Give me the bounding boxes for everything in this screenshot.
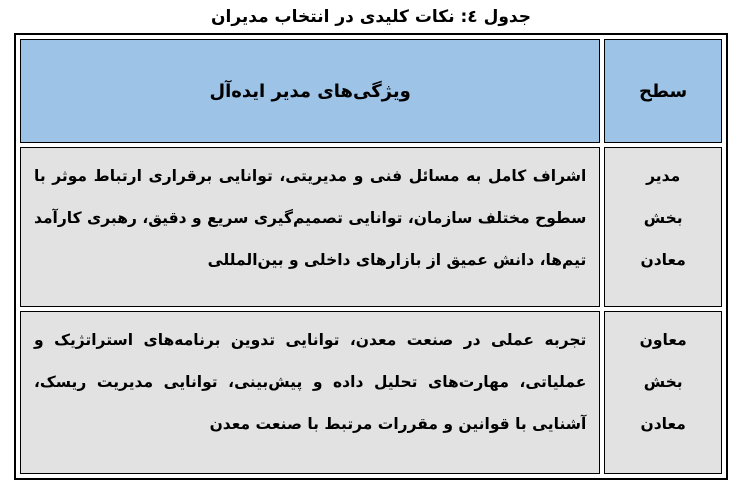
managers-selection-table	[14, 33, 728, 480]
level-line: بخش	[643, 209, 683, 227]
level-cell	[604, 147, 722, 307]
level-line: معاون	[639, 331, 687, 349]
header-cell-features: ویژگی‌های مدیر ایده‌آل	[20, 39, 600, 143]
table-header-row	[20, 39, 722, 143]
features-cell: اشراف کامل به مسائل فنی و مدیریتی، توانایی برقراری ارتباط موثر با سطوح مختلف سازمان، توانایی تصمیم‌گیری سریع و دقیق، رهبری کارآمد تیم‌ها، دانش عمیق از بازارهای داخلی و بین‌المللی	[20, 147, 600, 307]
level-line: معادن	[640, 251, 686, 269]
table-caption: جدول ٤: نکات کلیدی در انتخاب مدیران	[210, 7, 531, 27]
level-cell	[604, 311, 722, 474]
features-cell: تجربه عملی در صنعت معدن، توانایی تدوین برنامه‌های استراتژیک و عملیاتی، مهارت‌های تحلیل داده و پیش‌بینی، توانایی مدیریت ریسک، آشنایی با قوانین و مقررات مرتبط با صنعت معدن	[20, 311, 600, 474]
level-line: بخش	[643, 373, 683, 391]
level-line: مدیر	[646, 167, 681, 185]
table-row	[20, 147, 722, 307]
table-row	[20, 311, 722, 474]
header-cell-level: سطح	[604, 39, 722, 143]
level-line: معادن	[640, 415, 686, 433]
